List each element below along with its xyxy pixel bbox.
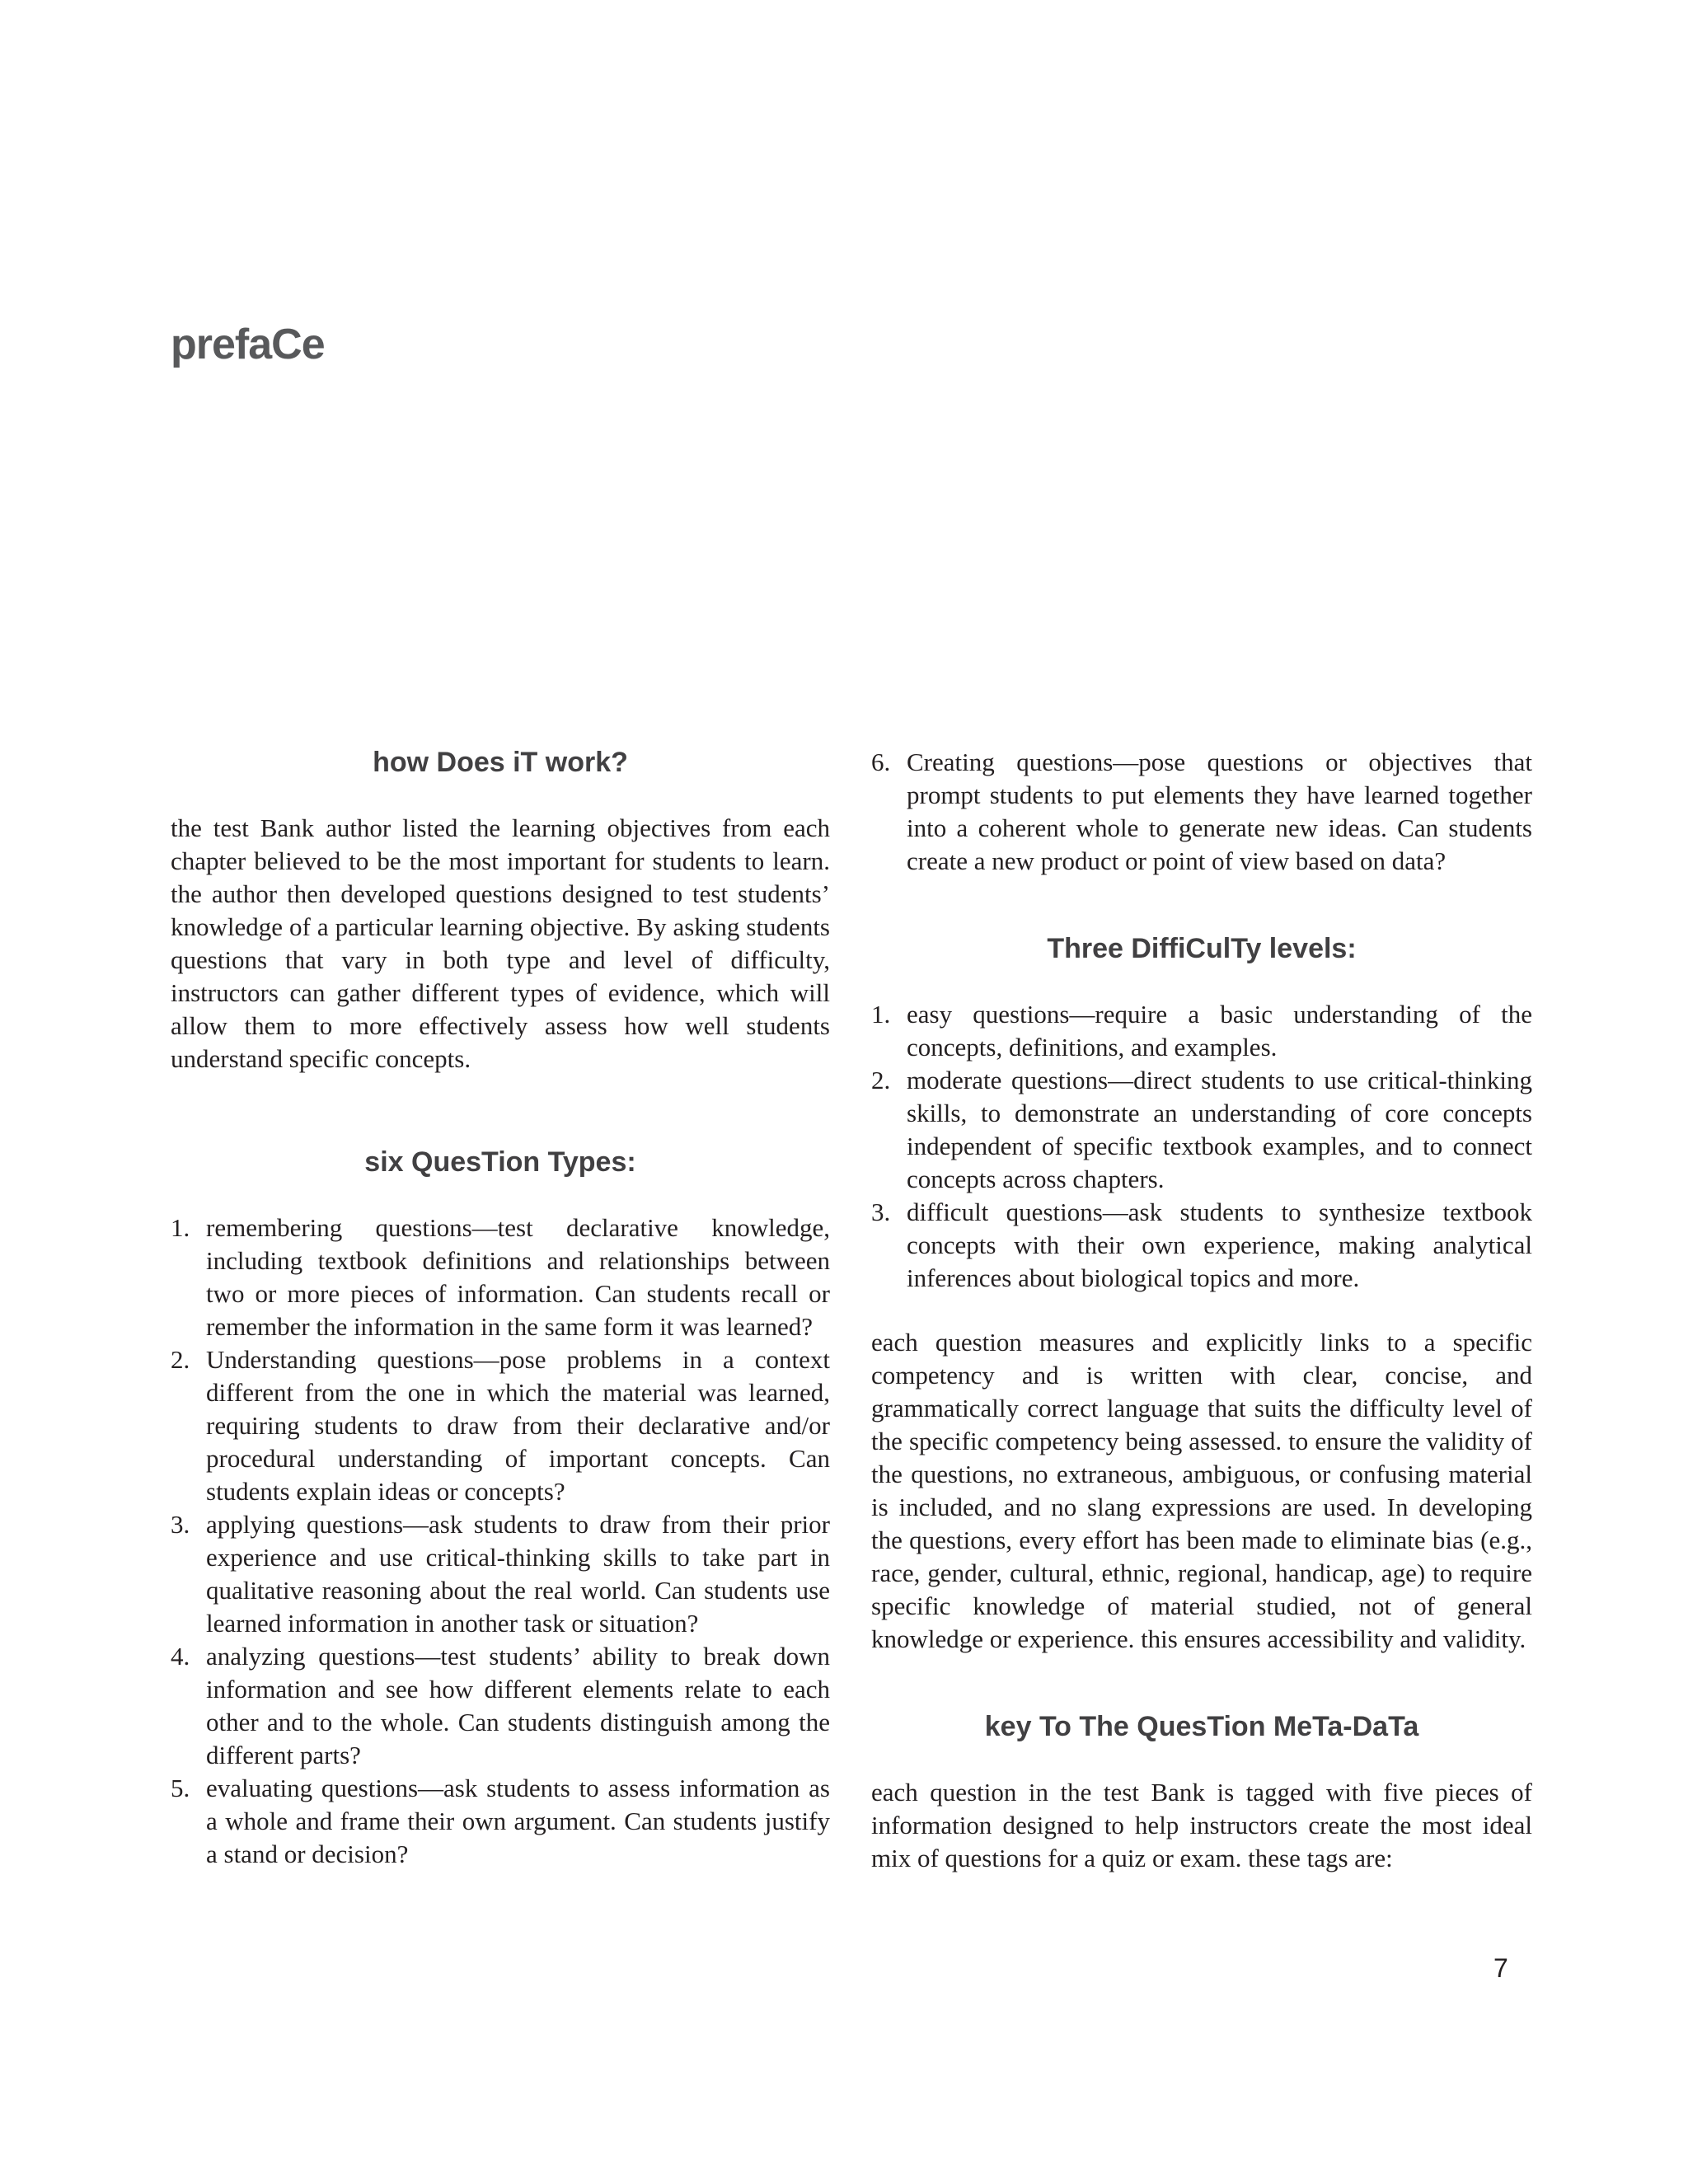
six-question-types-heading: six QuesTion Types: bbox=[364, 1146, 636, 1178]
list-item: 1. easy questions—require a basic understanding of the concepts, definitions, and examples. bbox=[871, 1000, 1532, 1062]
list-item: 2. Understanding questions—pose problems in a context different from the one in which the material was learned, requiring students to draw from their declarative and/or procedural understanding of important concepts. Can students explain ideas or concepts? bbox=[171, 1345, 830, 1506]
validity-paragraph: each question measures and explicitly links to a specific competency and is written with clear, concise, and grammatically correct language that suits the difficulty level of the specific competency being assessed. to ensure the validity of the questions, no extraneous, ambiguous, or confusing material is included, and no slang expressions are used. In developing the questions, every effort has been made to eliminate bias (e.g., race, gender, cultural, ethnic, regional, handicap, age) to require specific knowledge of material studied, not of general knowledge or experience. this ensures accessibility and validity. bbox=[871, 1328, 1532, 1653]
list-item-text: evaluating questions—ask students to assess information as a whole and frame their own argument. Can students justify a stand or decision? bbox=[206, 1774, 830, 1868]
how-does-it-work-heading: how Does iT work? bbox=[373, 747, 628, 778]
list-item-text: easy questions—require a basic understanding of the concepts, definitions, and examples. bbox=[907, 1000, 1532, 1062]
list-item-text: difficult questions—ask students to synthesize textbook concepts with their own experience, making analytical inferences about biological topics and more. bbox=[907, 1197, 1532, 1292]
list-item: 3. applying questions—ask students to draw from their prior experience and use critical-thinking skills to take part in qualitative reasoning about the real world. Can students use learned information in another task or situation? bbox=[171, 1510, 830, 1638]
list-item: 3. difficult questions—ask students to synthesize textbook concepts with their own experience, making analytical inferences about biological topics and more. bbox=[871, 1197, 1532, 1292]
page-title: prefaCe bbox=[171, 321, 325, 368]
list-item: 5. evaluating questions—ask students to assess information as a whole and frame their own argument. Can students justify a stand or decision? bbox=[171, 1774, 830, 1868]
list-item: 1. remembering questions—test declarative knowledge, including textbook definitions and relationships between two or more pieces of information. Can students recall or remember the information in the same form it was learned? bbox=[171, 1213, 830, 1341]
list-item-text: moderate questions—direct students to use critical-thinking skills, to demonstrate an understanding of core concepts independent of specific textbook examples, and to connect concepts across chapters. bbox=[907, 1066, 1532, 1193]
list-item-text: Creating questions—pose questions or objectives that prompt students to put elements they have learned together into a coherent whole to generate new ideas. Can students create a new product or point of view based on data? bbox=[907, 748, 1532, 875]
metadata-paragraph: each question in the test Bank is tagged with five pieces of information designed to help instructors create the most ideal mix of questions for a quiz or exam. these tags are: bbox=[871, 1778, 1532, 1872]
list-item: 4. analyzing questions—test students’ ability to break down information and see how different elements relate to each other and to the whole. Can students distinguish among the different parts? bbox=[171, 1642, 830, 1769]
left-column bbox=[171, 746, 830, 1871]
list-item-text: Understanding questions—pose problems in a context different from the one in which the material was learned, requiring students to draw from their declarative and/or procedural understanding of important concepts. Can students explain ideas or concepts? bbox=[206, 1345, 830, 1506]
question-types-list bbox=[171, 1212, 830, 1871]
difficulty-levels-heading: Three DiffiCulTy levels: bbox=[1047, 933, 1357, 964]
question-type-6-list bbox=[871, 746, 1532, 878]
difficulty-levels-list bbox=[871, 998, 1532, 1295]
list-item-text: applying questions—ask students to draw from their prior experience and use critical-thinking skills to take part in qualitative reasoning about the real world. Can students use learned information in another task or situation? bbox=[206, 1510, 830, 1638]
list-item-text: remembering questions—test declarative knowledge, including textbook definitions and relationships between two or more pieces of information. Can students recall or remember the information in the same form it was learned? bbox=[206, 1213, 830, 1341]
page-number: 7 bbox=[1493, 1953, 1508, 1983]
intro-paragraph: the test Bank author listed the learning objectives from each chapter believed to be the most important for students to learn. the author then developed questions designed to test students’ knowledge of a particular learning objective. By asking students questions that vary in both type and level of difficulty, instructors can gather different types of evidence, which will allow them to more effectively assess how well students understand specific concepts. bbox=[171, 813, 830, 1073]
key-to-question-metadata-heading: key To The QuesTion MeTa-DaTa bbox=[984, 1711, 1419, 1742]
list-item: 2. moderate questions—direct students to use critical-thinking skills, to demonstrate an understanding of core concepts independent of specific textbook examples, and to connect concepts across chapters. bbox=[871, 1066, 1532, 1193]
right-column bbox=[871, 746, 1532, 1875]
list-item: 6. Creating questions—pose questions or objectives that prompt students to put elements they have learned together into a coherent whole to generate new ideas. Can students create a new product or point of view based on data? bbox=[871, 748, 1532, 875]
list-item-text: analyzing questions—test students’ ability to break down information and see how different elements relate to each other and to the whole. Can students distinguish among the different parts? bbox=[206, 1642, 830, 1769]
